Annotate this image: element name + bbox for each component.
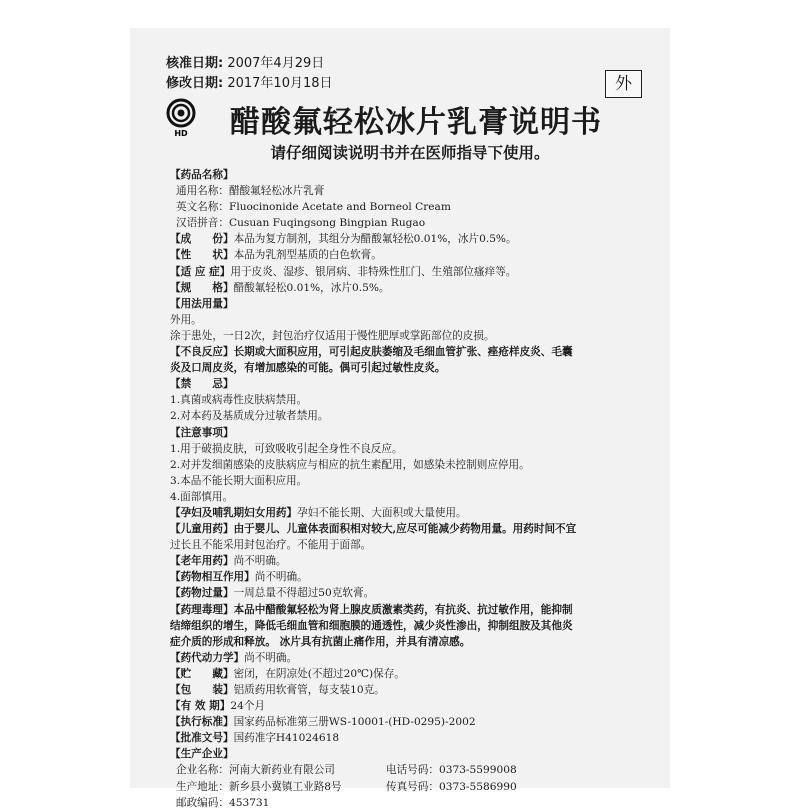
spec-section: 【规 格】醋酸氟轻松0.01%，冰片0.5%。 <box>170 281 390 294</box>
manufacturer-heading: 【生产企业】 <box>170 748 234 761</box>
pediatric-line-2: 过长且不能采用封包治疗。不能用于面部。 <box>170 539 372 552</box>
pharmacology-line-3: 症介质的形成和释放。 冰片具有抗菌止痛作用，并具有清凉感。 <box>170 635 471 648</box>
manufacturer-row-1 <box>170 762 645 778</box>
approval-number-section: 【批准文号】国药准字H41024618 <box>170 732 340 745</box>
pediatric-section: 【儿童用药】由于婴儿、儿童体表面积相对较大,应尽可能减少药物用量。用药时间不宜 <box>170 523 577 536</box>
approval-date-label: 核准日期: <box>166 56 224 71</box>
contraindication-2: 2.对本药及基质成分过敏者禁用。 <box>170 410 329 423</box>
validity-section: 【有 效 期】24个月 <box>170 700 266 713</box>
contraindication-1: 1.真菌或病毒性皮肤病禁用。 <box>170 394 308 407</box>
usage-heading: 【用法用量】 <box>170 297 234 310</box>
approval-date <box>166 52 324 71</box>
document-subtitle: 请仔细阅读说明书并在医师指导下使用。 <box>270 144 550 162</box>
storage-section: 【贮 藏】密闭，在阴凉处(不超过20℃)保存。 <box>170 667 405 680</box>
company-logo-icon <box>163 98 199 138</box>
revision-date-value: 2017年10月18日 <box>227 76 333 91</box>
usage-line-2: 涂于患处，一日2次，封包治疗仅适用于慢性肥厚或掌跖部位的皮损。 <box>170 329 495 342</box>
package-section: 【包 装】铝质药用软膏管，每支装10克。 <box>170 684 385 696</box>
caution-1: 1.用于破损皮肤，可致吸收引起全身性不良反应。 <box>170 442 403 455</box>
interaction-section: 【药物相互作用】尚不明确。 <box>170 571 308 584</box>
overdose-section: 【药物过量】一周总量不得超过50克软膏。 <box>170 587 375 600</box>
phone-number: 电话号码：0373-5599008 <box>386 764 517 777</box>
company-name: 企业名称：河南大新药业有限公司 <box>176 764 335 777</box>
document-title: 醋酸氟轻松冰片乳膏说明书 <box>230 105 602 140</box>
adverse-section: 【不良反应】长期或大面积应用，可引起皮肤萎缩及毛细血管扩张、痤疮样皮炎、毛囊 <box>170 346 573 359</box>
caution-heading: 【注意事项】 <box>170 426 234 439</box>
standard-section: 【执行标准】国家药品标准第三册WS-10001-(HD-0295)-2002 <box>170 716 476 729</box>
contraindication-heading: 【禁 忌】 <box>170 378 234 391</box>
leaflet-body <box>170 167 645 811</box>
character-section: 【性 状】本品为乳剂型基质的白色软膏。 <box>170 249 382 262</box>
external-use-badge: 外 <box>605 70 642 98</box>
logo-text: HD <box>174 129 188 138</box>
pharmacology-line-2: 结缔组织的增生，降低毛细血管和细胞膜的通透性，减少炎性渗出，抑制组胺及其他炎 <box>170 619 573 632</box>
pregnancy-section: 【孕妇及哺乳期妇女用药】孕妇不能长期、大面积或大量使用。 <box>170 506 467 519</box>
postcode: 邮政编码：453731 <box>176 796 270 809</box>
composition-section: 【成 份】本品为复方制剂，其组分为醋酸氟轻松0.01%，冰片0.5%。 <box>170 233 517 246</box>
pharmacology-section: 【药理毒理】本品中醋酸氟轻松为肾上腺皮质激素类药，有抗炎、抗过敏作用，能抑制 <box>170 603 573 616</box>
production-address: 生产地址：新乡县小冀镇工业路8号 <box>176 780 342 793</box>
fax-number: 传真号码：0373-5586990 <box>386 780 517 793</box>
caution-4: 4.面部慎用。 <box>170 490 234 503</box>
usage-line-1: 外用。 <box>170 313 202 326</box>
elderly-section: 【老年用药】尚不明确。 <box>170 555 287 568</box>
pharmacokinetics-section: 【药代动力学】尚不明确。 <box>170 651 298 664</box>
indication-section: 【适 应 症】用于皮炎、湿疹、银屑病、非特殊性肛门、生殖部位瘙痒等。 <box>170 265 517 278</box>
revision-date-label: 修改日期: <box>166 76 224 91</box>
generic-name: 通用名称：醋酸氟轻松冰片乳膏 <box>176 185 325 198</box>
revision-date <box>166 72 333 91</box>
caution-2: 2.对并发细菌感染的皮肤病应与相应的抗生素配用，如感染未控制则应停用。 <box>170 458 530 471</box>
english-name: 英文名称：Fluocinonide Acetate and Borneol Cream <box>176 201 451 214</box>
pinyin-name: 汉语拼音：Cusuan Fuqingsong Bingpian Rugao <box>176 217 426 230</box>
drug-name-heading: 【药品名称】 <box>170 169 234 181</box>
manufacturer-row-2 <box>170 779 645 795</box>
adverse-line-2: 炎及口周皮炎，有增加感染的可能。偶可引起过敏性皮炎。 <box>170 362 446 375</box>
approval-date-value: 2007年4月29日 <box>227 56 325 71</box>
caution-3: 3.本品不能长期大面积应用。 <box>170 474 308 487</box>
